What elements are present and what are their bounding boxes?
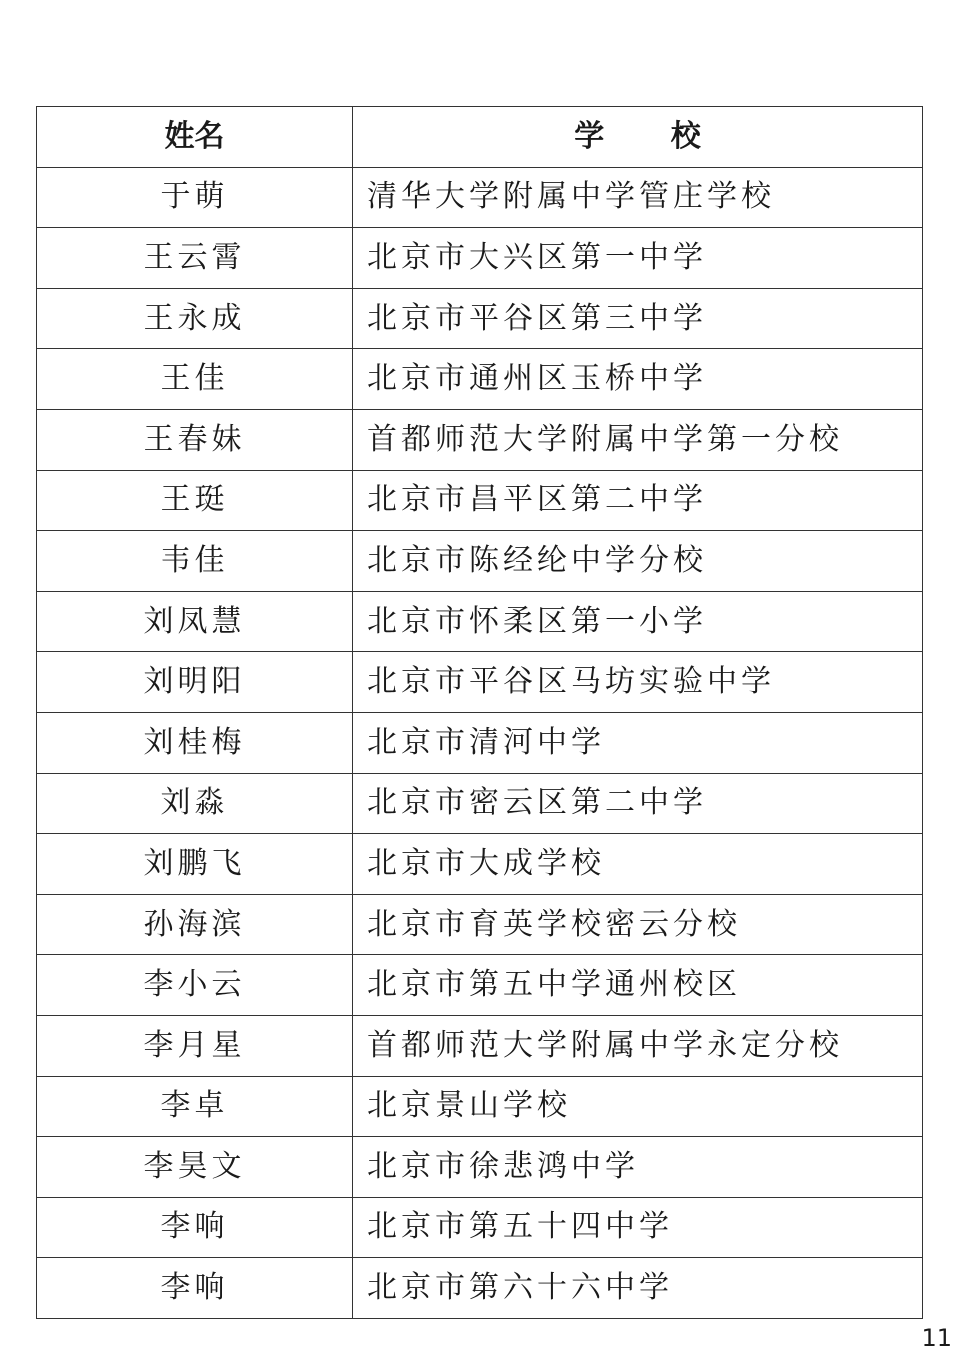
school-name-cell: 北京市大兴区第一中学	[353, 228, 923, 289]
teacher-name-cell: 李昊文	[37, 1137, 353, 1198]
teacher-name-cell: 李月星	[37, 1015, 353, 1076]
school-name-cell: 北京市第五中学通州校区	[353, 955, 923, 1016]
teacher-name-cell: 王云霄	[37, 228, 353, 289]
table-row	[37, 712, 923, 773]
teacher-name-cell: 孙海滨	[37, 894, 353, 955]
teacher-name-cell: 王永成	[37, 288, 353, 349]
table-body	[37, 167, 923, 1318]
table-row	[37, 1137, 923, 1198]
school-name-cell: 北京市徐悲鸿中学	[353, 1137, 923, 1198]
table-row	[37, 470, 923, 531]
school-name-cell: 清华大学附属中学管庄学校	[353, 167, 923, 228]
school-name-cell: 北京市清河中学	[353, 712, 923, 773]
table-row	[37, 349, 923, 410]
teacher-name-cell: 刘凤慧	[37, 591, 353, 652]
school-name-cell: 北京市密云区第二中学	[353, 773, 923, 834]
table-row	[37, 773, 923, 834]
table-row	[37, 1076, 923, 1137]
school-name-cell: 首都师范大学附属中学永定分校	[353, 1015, 923, 1076]
table-row	[37, 409, 923, 470]
table-row	[37, 955, 923, 1016]
table-row	[37, 531, 923, 592]
school-name-cell: 北京市昌平区第二中学	[353, 470, 923, 531]
school-name-cell: 北京景山学校	[353, 1076, 923, 1137]
table-row	[37, 1197, 923, 1258]
school-name-cell: 北京市陈经纶中学分校	[353, 531, 923, 592]
teacher-name-cell: 李响	[37, 1258, 353, 1319]
table-row	[37, 1258, 923, 1319]
school-name-cell: 首都师范大学附属中学第一分校	[353, 409, 923, 470]
table-row	[37, 167, 923, 228]
teacher-name-cell: 于萌	[37, 167, 353, 228]
teacher-name-cell: 刘淼	[37, 773, 353, 834]
table-row	[37, 288, 923, 349]
school-name-cell: 北京市第六十六中学	[353, 1258, 923, 1319]
teacher-name-cell: 李响	[37, 1197, 353, 1258]
table-row	[37, 591, 923, 652]
school-name-cell: 北京市育英学校密云分校	[353, 894, 923, 955]
school-name-cell: 北京市大成学校	[353, 834, 923, 895]
school-name-cell: 北京市第五十四中学	[353, 1197, 923, 1258]
header-name: 姓名	[37, 107, 353, 168]
table-row	[37, 1015, 923, 1076]
table-row	[37, 834, 923, 895]
teacher-name-cell: 李卓	[37, 1076, 353, 1137]
teacher-name-cell: 韦佳	[37, 531, 353, 592]
header-school: 学 校	[353, 107, 923, 168]
school-name-cell: 北京市怀柔区第一小学	[353, 591, 923, 652]
teacher-name-cell: 李小云	[37, 955, 353, 1016]
teacher-name-cell: 王春妹	[37, 409, 353, 470]
table-row	[37, 894, 923, 955]
school-name-cell: 北京市平谷区第三中学	[353, 288, 923, 349]
school-name-cell: 北京市平谷区马坊实验中学	[353, 652, 923, 713]
table-row	[37, 652, 923, 713]
teacher-name-cell: 刘鹏飞	[37, 834, 353, 895]
roster-table	[36, 106, 923, 1319]
teacher-name-cell: 刘桂梅	[37, 712, 353, 773]
table-header-row	[37, 107, 923, 168]
page-number: 11	[921, 1324, 952, 1352]
table-row	[37, 228, 923, 289]
teacher-name-cell: 刘明阳	[37, 652, 353, 713]
teacher-name-cell: 王珽	[37, 470, 353, 531]
school-name-cell: 北京市通州区玉桥中学	[353, 349, 923, 410]
teacher-name-cell: 王佳	[37, 349, 353, 410]
